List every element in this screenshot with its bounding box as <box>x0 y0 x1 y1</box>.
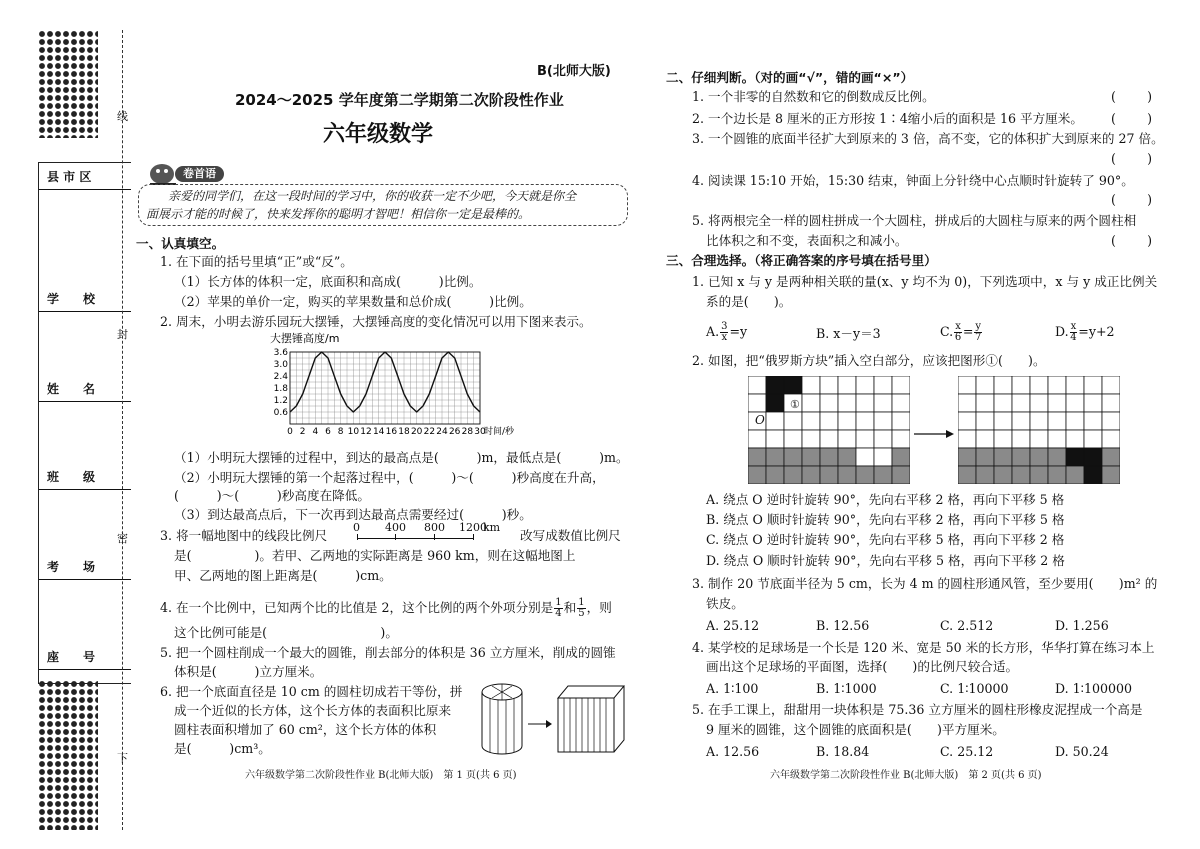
question: 这个比例可能是( )。 <box>174 625 398 640</box>
option: D. 50.24 <box>1055 744 1109 759</box>
field-label: 姓 名 <box>47 382 96 396</box>
grid-cell <box>874 466 892 484</box>
tetris-grid-right <box>958 376 1120 484</box>
option: A. 绕点 O 逆时针旋转 90°，先向右平移 2 格，再向下平移 5 格 <box>706 492 1065 507</box>
grid-cell <box>820 394 838 412</box>
x-tick-label: 4 <box>312 427 319 437</box>
info-fields-box <box>38 162 131 684</box>
grid-cell <box>1102 430 1120 448</box>
grid-cell <box>976 376 994 394</box>
dot-border <box>38 30 98 138</box>
pendulum-chart <box>268 330 538 446</box>
section-heading: 三、合理选择。（将正确答案的序号填在括号里） <box>666 253 937 268</box>
field-label: 学 校 <box>47 292 96 306</box>
cylinder-cuboid-figure <box>480 680 630 760</box>
option: C. 1∶10000 <box>940 681 1009 696</box>
option: D. 绕点 O 顺时针旋转 90°，先向右平移 5 格，再向下平移 2 格 <box>706 553 1065 568</box>
answer-paren[interactable]: ( ) <box>1111 192 1155 207</box>
grid-cell <box>1030 376 1048 394</box>
grid-cell <box>1012 430 1030 448</box>
cut-line <box>122 30 123 830</box>
question: 2. 周末，小明去游乐园玩大摆锤，大摆锤高度的变化情况可以用下图来表示。 <box>160 314 592 329</box>
y-tick-label: 3.6 <box>273 348 288 358</box>
grid-cell <box>802 448 820 466</box>
y-tick-label: 3.0 <box>273 360 288 370</box>
cut-label: 线 <box>117 110 128 123</box>
grid-cell <box>976 394 994 412</box>
grid-cell <box>994 430 1012 448</box>
grid-cell <box>784 448 802 466</box>
question: 体积是( )立方厘米。 <box>174 664 323 679</box>
field-label: 县 市 区 <box>47 170 92 184</box>
grid-cell <box>1066 412 1084 430</box>
grid-cell <box>856 448 874 466</box>
grid-cell <box>892 412 910 430</box>
grid-cell <box>838 466 856 484</box>
x-tick-label: 8 <box>337 427 344 437</box>
question: 画出这个足球场的平面图，选择( )的比例尺较合适。 <box>706 659 1019 674</box>
question: 铁皮。 <box>706 596 744 611</box>
question: 改写成数值比例尺 <box>520 528 621 543</box>
grid-cell <box>1066 394 1084 412</box>
answer-paren[interactable]: ( ) <box>1111 89 1155 104</box>
x-tick-label: 28 <box>461 427 474 437</box>
option: B. x－y＝3 <box>816 326 881 341</box>
grid-cell <box>838 430 856 448</box>
question: 6. 把一个底面直径是 10 cm 的圆柱切成若干等份，拼 <box>160 684 463 699</box>
x-tick-label: 18 <box>398 427 410 437</box>
question: 系的是( )。 <box>706 294 792 309</box>
grid-cell <box>892 448 910 466</box>
question: 5. 把一个圆柱削成一个最大的圆锥，削去部分的体积是 36 立方厘米，削成的圆锥 <box>160 645 616 660</box>
grid-cell <box>994 448 1012 466</box>
grid-cell <box>1066 466 1084 484</box>
grid-cell <box>856 394 874 412</box>
option: A. 12.56 <box>706 744 760 759</box>
grid-cell <box>1102 412 1120 430</box>
field-label: 班 级 <box>47 470 96 484</box>
tetris-grid-left <box>748 376 910 484</box>
question: （2）苹果的单价一定，购买的苹果数量和总价成( )比例。 <box>174 294 532 309</box>
x-tick-label: 14 <box>372 427 385 437</box>
exam-title: 2024～2025 学年度第二学期第二次阶段性作业 <box>235 91 564 109</box>
grid-cell <box>1084 412 1102 430</box>
grid-cell <box>994 466 1012 484</box>
option: B. 12.56 <box>816 618 870 633</box>
grid-cell <box>856 376 874 394</box>
grid-cell <box>766 430 784 448</box>
grid-cell <box>784 466 802 484</box>
option: A. 25.12 <box>706 618 760 633</box>
chart-svg <box>268 330 538 446</box>
grid-cell <box>892 466 910 484</box>
grid-cell <box>1066 448 1084 466</box>
grid-cell <box>958 430 976 448</box>
option: B. 绕点 O 顺时针旋转 90°，先向右平移 2 格，再向下平移 5 格 <box>706 512 1065 527</box>
field-label: 座 号 <box>47 650 96 664</box>
grid-cell <box>820 430 838 448</box>
y-tick-label: 0.6 <box>273 408 288 418</box>
option: C. 2.512 <box>940 618 994 633</box>
question: 2. 如图，把“俄罗斯方块”插入空白部分，应该把图形①( )。 <box>692 353 1046 368</box>
grid-cell <box>1012 394 1030 412</box>
question: （1）小明玩大摆锤的过程中，到达的最高点是( )m，最低点是( )m。 <box>174 450 629 465</box>
scale-tick: 0 <box>353 521 360 534</box>
question: 2. 一个边长是 8 厘米的正方形按 1∶4缩小后的面积是 16 平方厘米。 <box>692 111 1083 126</box>
grid-cell <box>748 430 766 448</box>
binding-strip <box>30 30 130 830</box>
grid-cell <box>766 394 784 412</box>
x-tick-label: 2 <box>299 427 306 437</box>
grid-cell <box>1012 376 1030 394</box>
line-scale <box>353 522 503 544</box>
scale-unit: km <box>483 521 501 534</box>
grid-cell <box>874 412 892 430</box>
option: D. 1∶100000 <box>1055 681 1133 696</box>
grid-cell <box>766 448 784 466</box>
question: 圆柱表面积增加了 60 cm²，这个长方体的体积 <box>174 722 437 737</box>
question: 5. 将两根完全一样的圆柱拼成一个大圆柱，拼成后的大圆柱与原来的两个圆柱相 <box>692 213 1137 228</box>
grid-cell <box>1030 430 1048 448</box>
grid-cell <box>1084 394 1102 412</box>
grid-cell <box>1030 394 1048 412</box>
grid-cell <box>748 466 766 484</box>
x-tick-label: 24 <box>436 427 448 437</box>
grid-cell <box>1012 466 1030 484</box>
question: ( )～( )秒高度在降低。 <box>174 488 370 503</box>
x-tick-label: 0 <box>287 427 293 437</box>
grid-cell <box>856 466 874 484</box>
question: 9 厘米的圆锥，这个圆锥的底面积是( )平方厘米。 <box>706 722 1005 737</box>
field-label: 考 场 <box>47 560 96 574</box>
question: 是( )cm³。 <box>174 741 271 756</box>
y-tick-label: 1.2 <box>273 396 288 406</box>
section-heading: 一、认真填空。 <box>136 236 225 251</box>
question: 5. 在手工课上，甜甜用一块体积是 75.36 立方厘米的圆柱形橡皮泥捏成一个高是 <box>692 702 1143 717</box>
grid-cell <box>1066 376 1084 394</box>
x-tick-label: 20 <box>410 427 423 437</box>
grid-cell <box>1048 448 1066 466</box>
question: 是( )。若甲、乙两地的实际距离是 960 km，则在这幅地图上 <box>174 548 576 563</box>
grid-cell <box>1030 466 1048 484</box>
grid-cell <box>1066 430 1084 448</box>
grid-cell <box>1084 430 1102 448</box>
grid-cell <box>784 412 802 430</box>
chart-title: 大摆锤高度/m <box>270 332 340 345</box>
grid-cell <box>766 466 784 484</box>
question: 3. 将一幅地图中的线段比例尺 <box>160 528 328 543</box>
grid-cell <box>976 448 994 466</box>
option: C. 绕点 O 逆时针旋转 90°，先向右平移 5 格，再向下平移 2 格 <box>706 532 1065 547</box>
grid-cell <box>976 466 994 484</box>
grid-cell <box>874 376 892 394</box>
option: B. 18.84 <box>816 744 870 759</box>
option: A. 1∶100 <box>706 681 759 696</box>
option: B. 1∶1000 <box>816 681 877 696</box>
question: （3）到达最高点后，下一次再到达最高点需要经过( )秒。 <box>174 507 532 522</box>
grid-cell <box>1084 448 1102 466</box>
arrow-icon <box>912 424 956 434</box>
grid-cell <box>784 430 802 448</box>
question: 4. 在一个比例中，已知两个比的比值是 2，这个比例的两个外项分别是 $\frac{1}{4}$ 和 $\frac{1}{5}$ ，则 <box>160 597 612 619</box>
grid-cell <box>1102 466 1120 484</box>
grid-cell <box>976 412 994 430</box>
question: 1. 一个非零的自然数和它的倒数成反比例。 <box>692 89 935 104</box>
grid-cell <box>1030 448 1048 466</box>
grid-cell <box>838 448 856 466</box>
grid-cell <box>856 412 874 430</box>
question: 4. 阅读课 15:10 开始，15:30 结束，钟面上分针绕中心点顺时针旋转了 90°。 <box>692 173 1134 188</box>
grid-cell <box>766 376 784 394</box>
question: 3. 一个圆锥的底面半径扩大到原来的 3 倍，高不变，它的体积扩大到原来的 27 倍。 <box>692 131 1164 146</box>
grid-cell <box>976 430 994 448</box>
x-tick-label: 26 <box>448 427 461 437</box>
answer-paren[interactable]: ( ) <box>1111 233 1155 248</box>
grid-cell <box>820 376 838 394</box>
grid-cell <box>1048 394 1066 412</box>
grid-cell <box>802 376 820 394</box>
grid-cell <box>856 430 874 448</box>
question: 比体积之和不变，表面积之和减小。 <box>706 233 908 248</box>
grid-cell <box>892 430 910 448</box>
shape-label: ① <box>790 398 800 411</box>
grid-cell <box>766 412 784 430</box>
question: 成一个近似的长方体，这个长方体的表面积比原来 <box>174 703 452 718</box>
question: （2）小明玩大摆锤的第一个起落过程中，( )～( )秒高度在升高， <box>174 470 605 485</box>
cut-label: 封 <box>117 328 128 341</box>
grid-cell <box>892 394 910 412</box>
question: 甲、乙两地的图上距离是( )cm。 <box>174 568 392 583</box>
grid-cell <box>994 412 1012 430</box>
grid-cell <box>874 448 892 466</box>
cut-label: 密 <box>117 532 128 545</box>
edition-label: B(北师大版) <box>537 64 611 79</box>
option: D. 1.256 <box>1055 618 1109 633</box>
fraction: $\frac{1}{5}$ <box>578 597 585 619</box>
x-tick-label: 30 <box>474 427 486 437</box>
grid-cell <box>958 448 976 466</box>
grid-cell <box>838 394 856 412</box>
preface-badge: 卷首语 <box>175 166 224 182</box>
grid-cell <box>994 394 1012 412</box>
scale-tick: 800 <box>424 521 445 534</box>
scale-tick: 400 <box>385 521 406 534</box>
grid-cell <box>1012 448 1030 466</box>
x-axis-label: 时间/秒 <box>484 427 515 437</box>
question: 1. 在下面的括号里填“正”或“反”。 <box>160 254 353 269</box>
scale-tick: 1200 <box>459 521 487 534</box>
grid-cell <box>802 466 820 484</box>
grid-cell <box>748 448 766 466</box>
page-footer: 六年级数学第二次阶段性作业 B(北师大版) 第 1 页(共 6 页) <box>245 770 517 781</box>
page-footer: 六年级数学第二次阶段性作业 B(北师大版) 第 2 页(共 6 页) <box>770 770 1042 781</box>
preface-line: 亲爱的同学们，在这一段时间的学习中，你的收获一定不少吧，今天就是你全 <box>168 189 577 203</box>
grid-cell <box>874 394 892 412</box>
grid-cell <box>820 448 838 466</box>
grid-cell <box>838 412 856 430</box>
grid-cell <box>958 466 976 484</box>
question: 3. 制作 20 节底面半径为 5 cm，长为 4 m 的圆柱形通风管，至少要用( )m² 的 <box>692 576 1158 591</box>
grid-cell <box>874 430 892 448</box>
answer-paren[interactable]: ( ) <box>1111 151 1155 166</box>
question: 1. 已知 x 与 y 是两种相关联的量(x、y 均不为 0)，下列选项中，x 与 y 成正比例关 <box>692 274 1158 289</box>
grid-cell <box>1102 376 1120 394</box>
grid-cell <box>1048 466 1066 484</box>
grid-cell <box>1084 466 1102 484</box>
grid-cell <box>802 430 820 448</box>
grid-cell <box>1084 376 1102 394</box>
x-tick-label: 12 <box>360 427 372 437</box>
preface-line: 面展示才能的时候了，快来发挥你的聪明才智吧！相信你一定是最棒的。 <box>146 207 531 221</box>
grid-cell <box>820 412 838 430</box>
grid-cell <box>1048 430 1066 448</box>
question: 4. 某学校的足球场是一个长是 120 米、宽是 50 米的长方形，华华打算在练习本上 <box>692 640 1155 655</box>
grid-cell <box>748 394 766 412</box>
x-tick-label: 6 <box>325 427 331 437</box>
x-tick-label: 16 <box>385 427 398 437</box>
grid-cell <box>802 412 820 430</box>
y-tick-label: 1.8 <box>273 384 288 394</box>
option: C. 25.12 <box>940 744 994 759</box>
grid-cell <box>1012 412 1030 430</box>
grid-cell <box>1102 448 1120 466</box>
x-tick-label: 22 <box>423 427 436 437</box>
grid-cell <box>958 376 976 394</box>
option: C. $\frac{x}{6}$ = $\frac{y}{7}$ <box>940 321 982 343</box>
option: A. $\frac{3}{x}$ =y <box>706 321 748 343</box>
question: （1）长方体的体积一定，底面积和高成( )比例。 <box>174 274 482 289</box>
grid-cell <box>1102 394 1120 412</box>
grid-cell <box>1048 412 1066 430</box>
answer-paren[interactable]: ( ) <box>1111 111 1155 126</box>
grid-cell <box>958 412 976 430</box>
point-label: O <box>755 413 765 427</box>
x-tick-label: 10 <box>347 427 360 437</box>
grid-cell <box>748 376 766 394</box>
subject-title: 六年级数学 <box>323 122 434 147</box>
grid-cell <box>994 376 1012 394</box>
grid-cell <box>1048 376 1066 394</box>
grid-cell <box>802 394 820 412</box>
option: D. $\frac{x}{4}$ =y+2 <box>1055 321 1115 343</box>
dot-border <box>38 680 98 830</box>
grid-cell <box>1030 412 1048 430</box>
grid-cell <box>820 466 838 484</box>
cut-label: 下 <box>117 752 128 765</box>
grid-cell <box>958 394 976 412</box>
section-heading: 二、仔细判断。（对的画“√”，错的画“×”） <box>666 70 914 85</box>
fraction: $\frac{1}{4}$ <box>555 597 562 619</box>
grid-cell <box>784 376 802 394</box>
y-tick-label: 2.4 <box>273 372 288 382</box>
grid-cell <box>892 376 910 394</box>
grid-cell <box>838 376 856 394</box>
